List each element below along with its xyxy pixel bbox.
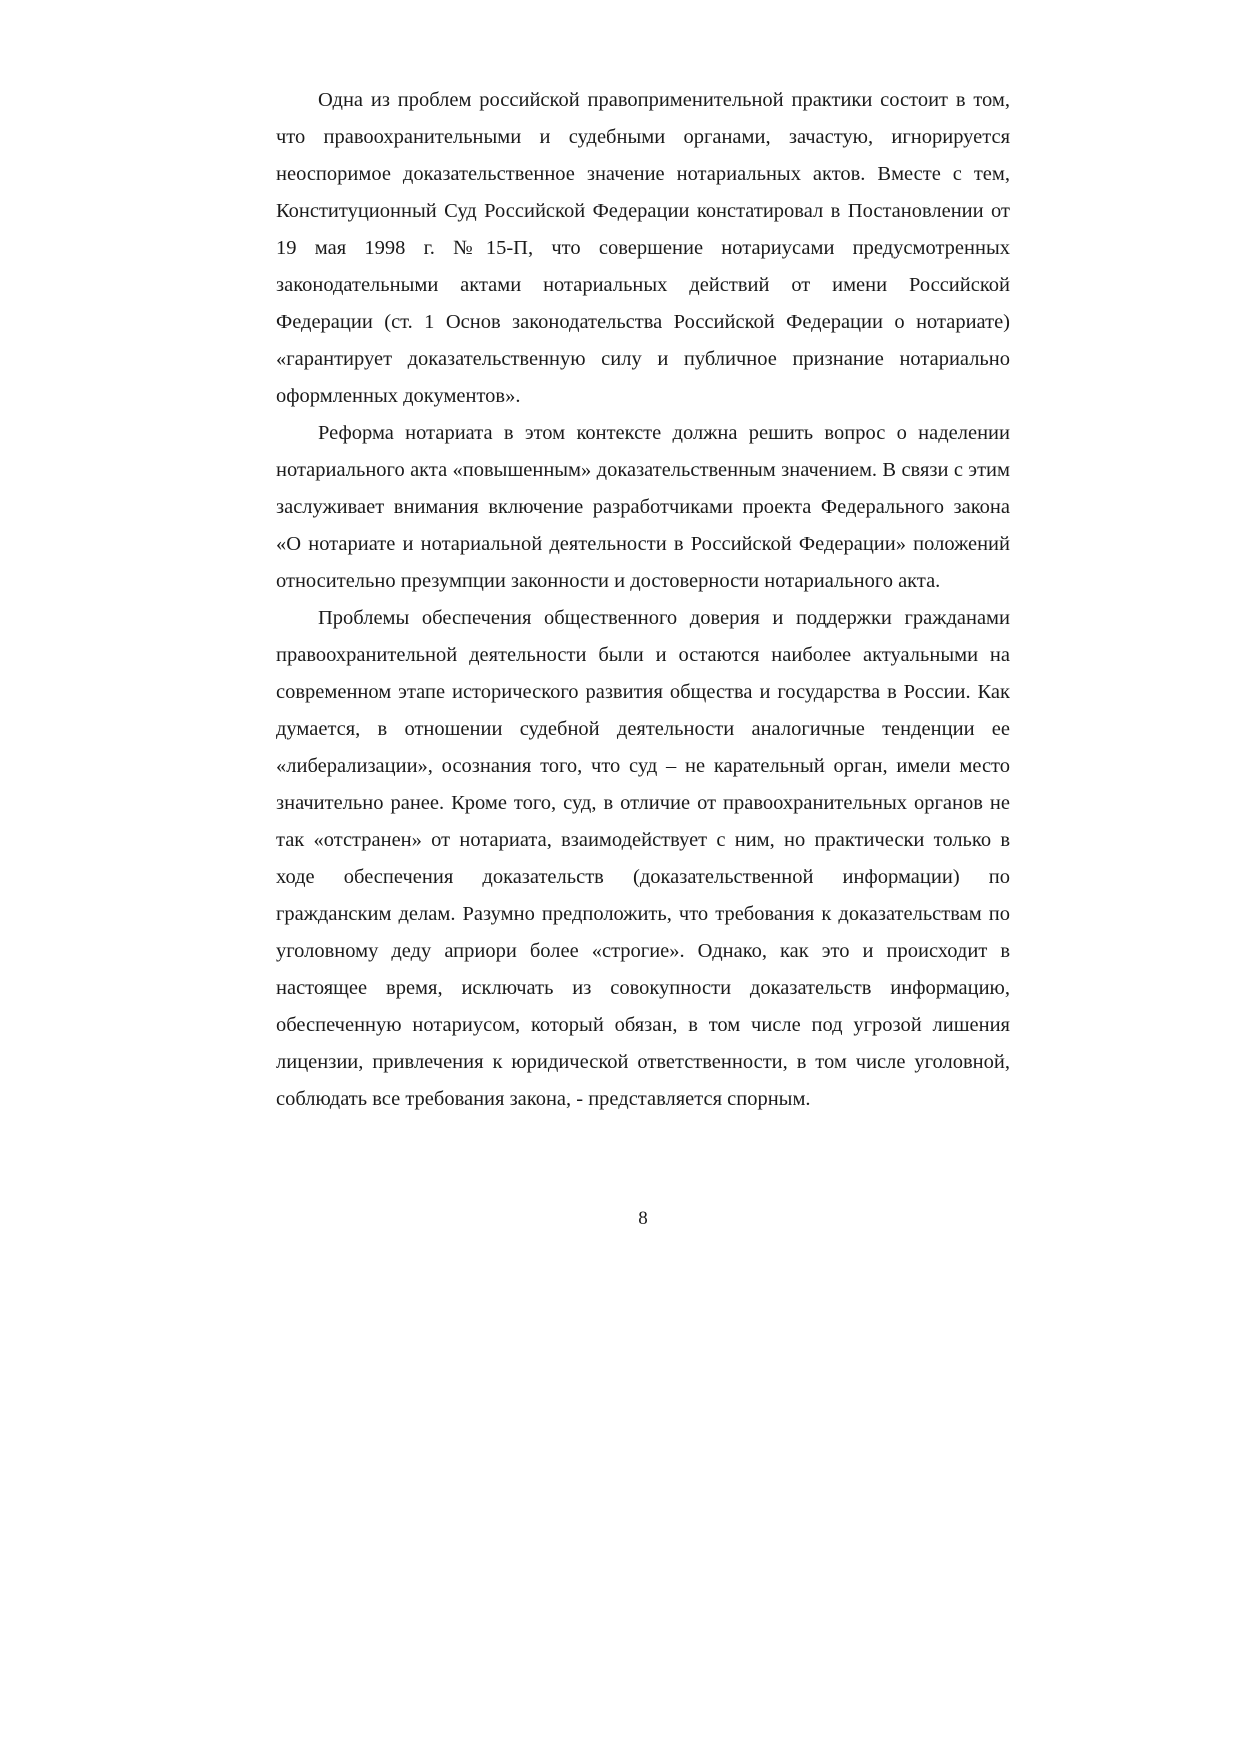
paragraph-notarial-evidence: Одна из проблем российской правоприменительной практики состоит в том, что правоохранительными и судебными органами, зачастую, игнорируется неоспоримое доказательственное значение нотариальных актов. Вместе с тем, Конституционный Суд Российской Федерации констатировал в Постановлении от 19 мая 1998 г. №15-П, что совершение нотариусами предусмотренных законодательными актами нотариальных действий от имени Российской Федерации (ст. 1 Основ законодательства Российской Федерации о нотариате) «гарантирует доказательственную силу и публичное признание нотариально оформленных документов».	[276, 89, 1010, 407]
page-number: 8	[638, 1208, 648, 1229]
page-body	[276, 82, 1010, 1118]
paragraph-public-trust: Проблемы обеспечения общественного доверия и поддержки гражданами правоохранительной деятельности были и остаются наиболее актуальными на современном этапе исторического развития общества и государства в России. Как думается, в отношении судебной деятельности аналогичные тенденции ее «либерализации», осознания того, что суд – не карательный орган, имели место значительно ранее. Кроме того, суд, в отличие от правоохранительных органов не так «отстранен» от нотариата, взаимодействует с ним, но практически только в ходе обеспечения доказательств (доказательственной информации) по гражданским делам. Разумно предположить, что требования к доказательствам по уголовному деду априори более «строгие». Однако, как это и происходит в настоящее время, исключать из совокупности доказательств информацию, обеспеченную нотариусом, который обязан, в том числе под угрозой лишения лицензии, привлечения к юридической ответственности, в том числе уголовной, соблюдать все требования закона, - представляется спорным.	[276, 607, 1010, 1110]
paragraph-notary-reform: Реформа нотариата в этом контексте должна решить вопрос о наделении нотариального акта «повышенным» доказательственным значением. В связи с этим заслуживает внимания включение разработчиками проекта Федерального закона «О нотариате и нотариальной деятельности в Российской Федерации» положений относительно презумпции законности и достоверности нотариального акта.	[276, 422, 1010, 592]
